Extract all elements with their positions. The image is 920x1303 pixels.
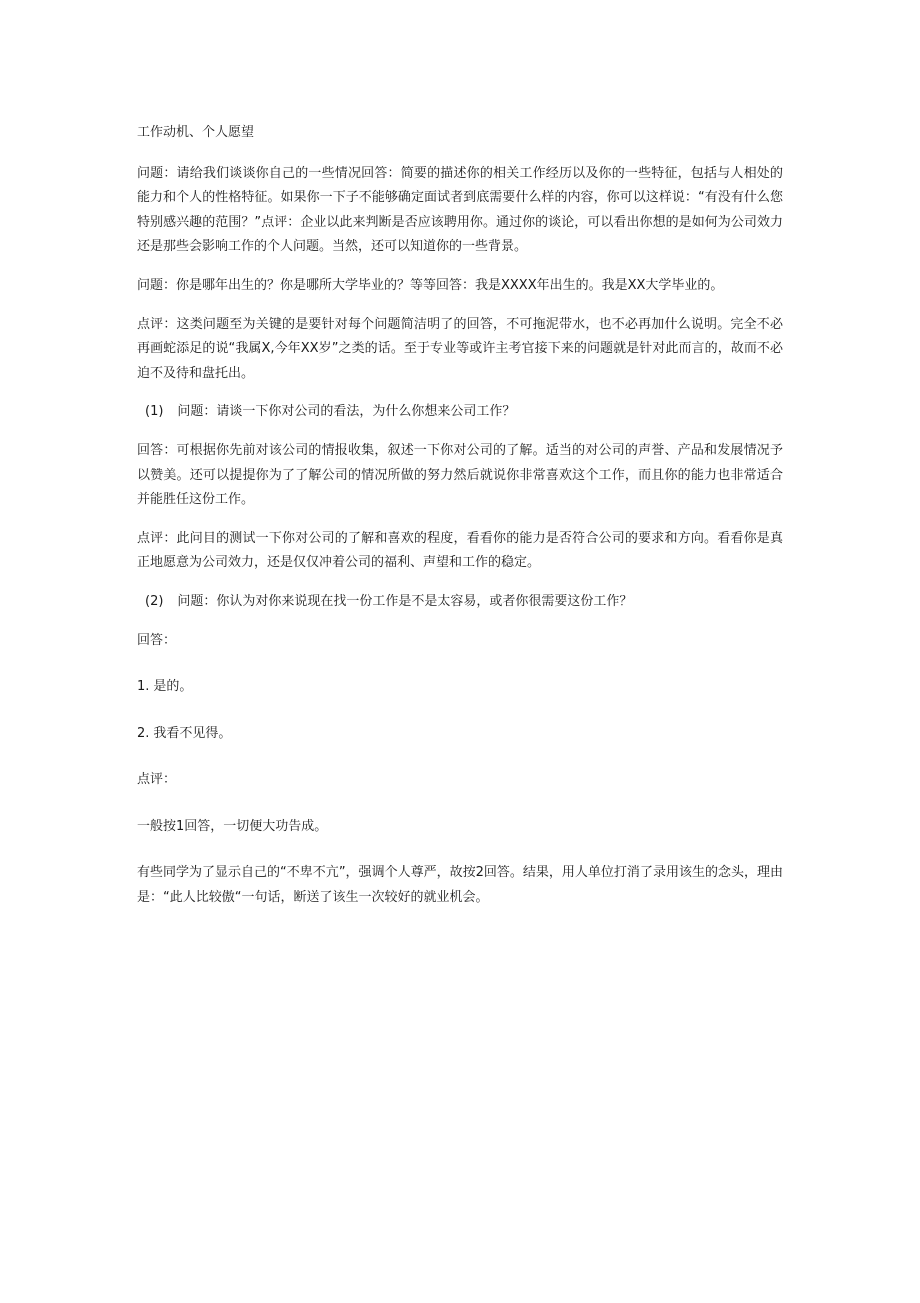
question-2-number: (2) (145, 593, 164, 609)
paragraph-self-intro: 问题：请给我们谈谈你自己的一些情况回答：简要的描述你的相关工作经历以及你的一些特征，包括与人相处的能力和个人的性格特征。如果你一下子不能够确定面试者到底需要什么样的内容，你可以这样说：“有没有什么您特别感兴趣的范围？”点评：企业以此来判断是否应该聘用你。通过你的谈论，可以看出你想的是如何为公司效力还是那些会影响工作的个人问题。当然，还可以知道你的一些背景。 (137, 165, 783, 255)
question-1-number: (1) (145, 404, 164, 420)
document-body (137, 121, 783, 925)
paragraph-birth-comment: 点评：这类问题至为关键的是要针对每个问题简洁明了的回答，不可拖泥带水，也不必再加什么说明。完全不必再画蛇添足的说“我属X,今年XX岁”之类的话。至于专业等或许主考官接下来的问题就是针对此而言的，故而不必迫不及待和盘托出。 (137, 316, 783, 381)
comment-2-line-1: 一般按1回答，一切便大功告成。 (137, 818, 328, 834)
option-1-number: 1. (137, 679, 150, 695)
comment-2-line-2: 有些同学为了显示自己的“不卑不亢”，强调个人尊严，故按2回答。结果，用人单位打消了录用该生的念头，理由是：“此人比较傲“一句话，断送了该生一次较好的就业机会。 (137, 865, 783, 906)
answer-1: 回答：可根据你先前对该公司的情报收集，叙述一下你对公司的了解。适当的对公司的声誉、产品和发展情况予以赞美。还可以提提你为了了解公司的情况所做的努力然后就说你非常喜欢这个工作，而且你的能力也非常适合并能胜任这份工作。 (137, 442, 783, 508)
document-title: 工作动机、个人愿望 (137, 125, 255, 140)
option-2-number: 2. (137, 725, 150, 741)
option-2-text: 我看不见得。 (153, 725, 232, 741)
question-2 (137, 590, 783, 615)
question-1-text: 问题：请谈一下你对公司的看法，为什么你想来公司工作？ (177, 404, 516, 420)
answer-2-option-1 (137, 675, 783, 700)
comment-2-label: 点评： (137, 772, 177, 788)
question-2-text: 问题：你认为对你来说现在找一份工作是不是太容易，或者你很需要这份工作？ (177, 593, 633, 609)
question-1 (137, 400, 783, 425)
answer-2-option-2 (137, 722, 783, 747)
paragraph-birth-question: 问题：你是哪年出生的？你是哪所大学毕业的？等等回答：我是XXXX年出生的。我是XX大学毕业的。 (137, 277, 724, 293)
comment-1: 点评：此问目的测试一下你对公司的了解和喜欢的程度，看看你的能力是否符合公司的要求和方向。看看你是真正地愿意为公司效力，还是仅仅冲着公司的福利、声望和工作的稳定。 (137, 530, 783, 571)
option-1-text: 是的。 (153, 679, 193, 695)
answer-2-label: 回答： (137, 632, 177, 648)
